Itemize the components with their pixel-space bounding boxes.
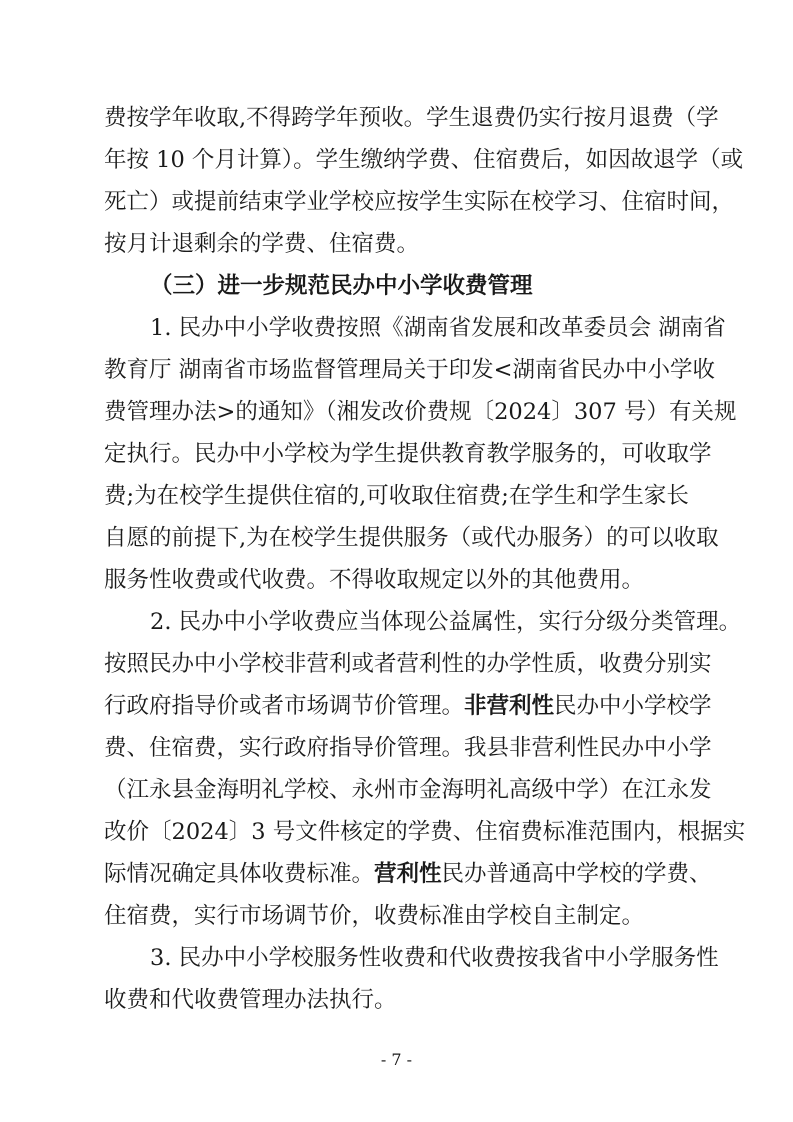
text-line: 费;为在校学生提供住宿的,可收取住宿费;在学生和学生家长 [104,483,689,509]
text-line: 2. 民办中小学收费应当体现公益属性，实行分级分类管理。 [150,609,742,635]
text-line: 收费和代收费管理办法执行。 [104,987,397,1013]
text-line: 教育厅 湖南省市场监督管理局关于印发<湖南省民办中小学收 [104,357,716,383]
text-line: 费按学年收取,不得跨学年预收。学生退费仍实行按月退费（学 [104,105,719,131]
text-line: 死亡）或提前结束学业学校应按学生实际在校学习、住宿时间， [104,189,735,215]
page-number: - 7 - [380,1050,413,1069]
text-line: 改价〔2024〕3 号文件核定的学费、住宿费标准范围内，根据实 [104,819,746,845]
text-line: 按月计退剩余的学费、住宿费。 [104,231,420,257]
emphasis-forprofit: 营利性 [374,861,442,887]
text-line: 1. 民办中小学收费按照《湖南省发展和改革委员会 湖南省 [150,315,726,341]
text-line: 按照民办中小学校非营利或者营利性的办学性质，收费分别实 [104,651,712,677]
text-line [104,855,712,893]
text-segment: 行政府指导价或者市场调节价管理。 [104,693,465,719]
emphasis-nonprofit: 非营利性 [464,693,555,719]
text-line: 年按 10 个月计算）。学生缴纳学费、住宿费后，如因故退学（或 [104,147,744,173]
section-heading: （三）进一步规范民办中小学收费管理 [150,273,533,299]
text-line: 自愿的前提下,为在校学生提供服务（或代办服务）的可以收取 [104,525,719,551]
text-segment: 民办中小学校学 [554,693,712,719]
text-line [104,687,712,725]
text-line: 3. 民办中小学校服务性收费和代收费按我省中小学服务性 [150,945,719,971]
text-line: 费、住宿费，实行政府指导价管理。我县非营利性民办中小学 [104,735,712,761]
text-line: 定执行。民办中小学校为学生提供教育教学服务的，可收取学 [104,441,712,467]
text-line: 服务性收费或代收费。不得收取规定以外的其他费用。 [104,567,645,593]
text-line: 费管理办法>的通知》（湘发改价费规〔2024〕307 号）有关规 [104,399,737,425]
text-segment: 民办普通高中学校的学费、 [441,861,712,887]
text-segment: 际情况确定具体收费标准。 [104,861,375,887]
text-line: （江永县金海明礼学校、永州市金海明礼高级中学）在江永发 [104,777,712,803]
text-line: 住宿费，实行市场调节价，收费标准由学校自主制定。 [104,903,645,929]
